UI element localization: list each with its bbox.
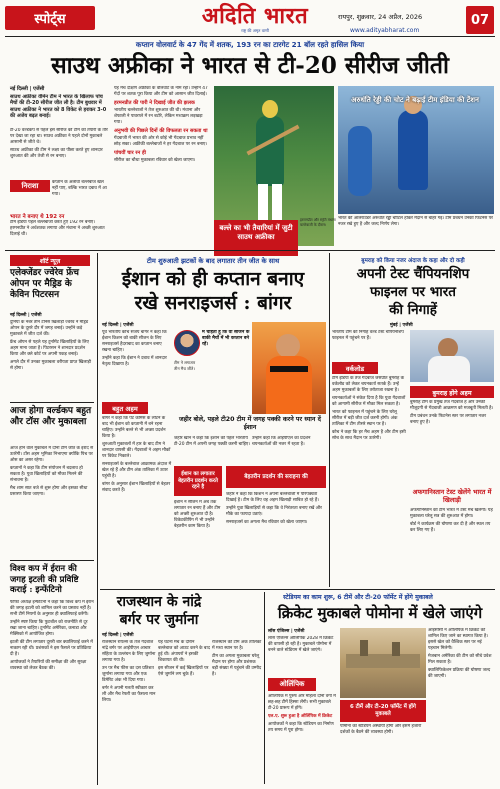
olympics-sub: एल.ए. शुरू हुआ है ओलिंपिक में क्रिकेट: [268, 714, 333, 719]
lead-col-head-3: पांचवीं चार रन ही: [114, 150, 146, 156]
lead-headline: साउथ अफ्रीका ने भारत से टी-20 सीरीज जीती: [51, 52, 449, 79]
left-divider-2: [10, 560, 94, 561]
wtc-photo: [410, 330, 494, 382]
wtc-body-col1b: टीम इंडिया के तेज गेंदबाज जसप्रीत बुमराह के वर्कलोड को लेकर चयनकर्ता सतर्क हैं। उन्हें अहम मुकाबलों के लिए तरोताजा रखना है। चयनकर्ताओं ने संकेत दिया है कि युवा गेंदबाजों को आगामी सीरीज में मौका मिल सकता है। भारत को फाइनल में पहुंचने के लिए घरेलू सीरीज में बड़ी जीत दर्ज करनी होगी। अंक तालिका में टीम तीसरे स्थान पर है। कोच ने कहा कि हर मैच अहम है और टीम इसी सोच के साथ मैदान पर उतरेगी।: [332, 376, 406, 441]
header-rule: [5, 36, 495, 37]
ipl-body-col1b: बांगर ने कहा कि पैट कमिंस के लौटने के बाद भी ईशान को कप्तानी में बने रहना चाहिए। उन्होंने बल्ले से भी अच्छा प्रदर्शन किया है। शुरुआती मुकाबलों में हार के बाद टीम ने शानदार वापसी की। गेंदबाजों ने अहम मौकों पर विकेट निकाले। सनराइजर्स के बल्लेबाज आक्रामक अंदाज में खेल रहे हैं और टीम अंक तालिका में ऊपर पहुंची है। बांगर के अनुसार ईशान खिलाड़ियों से बेहतर संवाद करते हैं।: [102, 416, 172, 493]
lead-inset-text: भारत की ऑलराउंडर अरुंधति रेड्डी चोटिल होकर मैदान से बाहर गईं। टीम प्रबंधन उनकी फिटनेस पर नजर रखे हुए है और जल्द निर्णय लेगा।: [338, 216, 493, 227]
rajasthan-body-2: यह घटना मैच के दौरान बल्लेबाज को आउट करने के बाद हुई थी। अंपायरों ने इसकी शिकायत की थी। इस सीजन में कई खिलाड़ियों पर ऐसे जुर्माने लग चुके हैं।: [158, 640, 210, 677]
mid-bottom-rule: [100, 589, 495, 590]
masthead: [180, 4, 330, 34]
section-banner: [5, 6, 95, 30]
olympics-photo: [340, 628, 426, 698]
left-story3-title: विश्व कप में ईरान की जगह इटली की प्रविष्टि कराई : इन्फेंटिनो: [10, 564, 79, 595]
lead-photo-caption: बल्ले का भी तैयारियां में जुटी साउथ अफ्रीका: [219, 223, 293, 241]
lead-bottom-rule: [5, 250, 495, 251]
lead-intro: साउथ अफ्रीका वीमेन टीम ने भारत के खिलाफ पांच मैचों की टी-20 सीरीज जीत ली है। टीम बुधवार में साउथ अफ्रीका ने भारत को 8 विकेट से हराकर 3-0 की अजेय बढ़त बनाई।: [10, 94, 107, 120]
rajasthan-dateline: नई दिल्ली | एजेंसी: [102, 633, 134, 638]
left-story1-title: एलेक्जेंडर ज्वेरेव फ्रेंच ओपन पर मैड्रिड के केविन पिटरसन: [10, 268, 79, 300]
rajasthan-headline-1: राजस्थान के नांद्रे: [116, 594, 202, 610]
left-kicker: [10, 255, 90, 266]
wtc-headline-2: फाइनल पर भारत: [370, 284, 456, 300]
page-number-label: 07: [470, 12, 490, 28]
olympics-body-3: पोमोना का स्टेडियम अस्थायी होगा और इसमें हजारों दर्शकों के बैठने की व्यवस्था होगी।: [340, 724, 422, 735]
lead-body-col2: यह मैच दक्षिण अफ्रीका के वोलवार्ट के नाम रहा। उन्होंने 47 गेंदों पर शतक पूरा किया और टीम को आसान जीत दिलाई। हरमनप्रीत की पारी ने दिखाई जीत की झलक भारतीय बल्लेबाजों ने तेज शुरुआत की थी। मंधाना और शेफाली ने पावरप्ले में रन बटोरे, लेकिन मध्यक्रम लड़खड़ा गया। अनुभवी की पिछले दिनों की विफलता रन सकता था गेंदबाजी में भारत की ओर से कोई भी गेंदबाज प्रभाव नहीं छोड़ सका। अफ्रीकी बल्लेबाजों ने हर गेंदबाज पर रन बनाए। पांचवीं चार रन ही सीरीज का चौथा मुकाबला रविवार को खेला जाएगा।: [114, 86, 210, 246]
ipl-dateline: नई दिल्ली | एजेंसी: [102, 323, 134, 328]
lead-body-col1b: कप्तान के अलावा बल्लेबाज खेल नहीं पाए, बल्कि भारत दबाव में आ गया।: [52, 180, 107, 197]
wtc-kicker: बुमराह को किया नजर अंदाज के कहा और दो कही: [361, 258, 465, 264]
lead-sub-nirasha-label: निराशा: [21, 181, 39, 190]
ipl-photo-caption: जहीर बोले, पहले टी20 टीम में जगह पक्की करने पर ध्यान दें ईशान: [179, 416, 321, 431]
ipl-body-col1: पूर्व भारतीय कोच संजय बांगर ने कहा कि ईशान किशन को बाकी सीजन के लिए सनराइजर्स हैदराबाद का कप्तान बनाए रखना चाहिए। उन्होंने कहा कि ईशान ने दबाव में शानदार नेतृत्व दिखाया है।: [102, 330, 167, 367]
lead-dateline: नई दिल्ली | एजेंसी: [10, 86, 45, 92]
rajasthan-body-1: राजस्थान रॉयल्स के तेज गेंदबाज नांद्रे बर्गर पर आईपीएल आचार संहिता के उल्लंघन के लिए जुर्माना लगाया गया है। उन पर मैच फीस का दस प्रतिशत जुर्माना लगाया गया और एक डिमेरिट अंक भी दिया गया। बर्गर ने अपनी गलती स्वीकार कर ली और मैच रेफरी का फैसला मान लिया।: [102, 640, 156, 703]
dateline: रायपुर, शुक्रवार, 24 अप्रैल, 2026: [338, 13, 423, 21]
rajasthan-body-3: राजस्थान की टीम अंक तालिका में मध्य स्थान पर है। टीम का अगला मुकाबला घरेलू मैदान पर होगा और प्रशंसक बड़ी संख्या में पहुंचने की उम्मीद है।: [212, 640, 262, 677]
rajasthan-vrule: [264, 592, 265, 784]
olympics-body-1: लॉस एंजिल्स ओलिंपिक 2028 में क्रिकेट की वापसी हो रही है। मुकाबले पोमोना में बनने वाले स्टेडियम में खेले जाएंगे।: [268, 636, 334, 653]
wtc-headline-3: की निगाहें: [389, 302, 437, 318]
ipl-box2-label: बेहतरीन प्रदर्शन की सराहना की: [244, 473, 308, 480]
ipl-headline-2: रखे सनराइजर्स : बांगर: [134, 292, 292, 314]
ipl-highlight-label: बहुत अहम: [112, 404, 138, 413]
wtc-tag-label: वर्कलोड: [345, 364, 365, 373]
left-col-vrule: [97, 253, 98, 785]
lead-sub-nirasha: [10, 180, 50, 192]
masthead-logo: अदिति भारत: [201, 3, 309, 29]
wtc-tag2-label: बुमराह होंगे अहम: [432, 389, 472, 397]
ipl-portrait: [174, 330, 200, 356]
lead-kicker: कप्तान वोलवार्ट के 47 गेंद में शतक, 193 रन का टारगेट 21 बॉल रहते हासिल किया: [135, 40, 365, 49]
wtc-dateline: मुंबई | एजेंसी: [390, 323, 413, 328]
olympics-body-2: ओलिंपिक में पुरुष और महिला दोनों वर्गों में छह-छह टीमें हिस्सा लेंगी। सभी मुकाबले टी-20 प्रारूप में होंगे। एल.ए. शुरू हुआ है ओलिंपिक में क्रिकेट आयोजकों ने कहा कि स्टेडियम का निर्माण तय समय में पूरा होगा।: [268, 694, 338, 784]
olympics-photo-caption: 6 टीमें और टी-20 फॉर्मेट में होंगे मुकाबले: [350, 704, 416, 717]
left-kicker-label: शॉर्ट न्यूज़: [39, 257, 61, 265]
wtc-body-col2b: अफगानिस्तान की टीम भारत में टेस्ट मैच खेलेगी। यह मुकाबला घरेलू सत्र की शुरुआत में होगा। बोर्ड ने कार्यक्रम की घोषणा कर दी है और स्थल तय कर लिए गए हैं।: [410, 508, 493, 533]
wtc-headline-1: अपनी टेस्ट चैंपियनशिप: [356, 266, 470, 282]
left-divider-1: [10, 402, 94, 403]
lead-col-head: हरमनप्रीत की पारी ने दिखाई जीत की झलक: [114, 100, 195, 106]
ipl-box1-label: ईशान का लगातार बेहतरीन प्रदर्शन करते रहने है: [178, 471, 218, 491]
ipl-box2: [226, 466, 326, 488]
ipl-body-col3: जहीर खान ने कहा कि ईशान को पहले भारतीय टी-20 टीम में अपनी जगह पक्की करनी चाहिए।: [174, 436, 250, 447]
wtc-body-col2: बुमराह टीम के प्रमुख तेज गेंदबाज हैं और उनकी मौजूदगी से गेंदबाजी आक्रमण को मजबूती मिलती है। टीम प्रबंधन उनके फिटनेस स्तर पर लगातार नजर बनाए हुए है।: [410, 400, 494, 425]
olympics-dateline: लॉस एंजिल्स | एजेंसी: [268, 629, 305, 634]
ipl-right-vrule: [329, 253, 330, 587]
ipl-box1-body: ईशान ने सीजन में अब तक लगातार रन बनाए हैं और टीम को अच्छी शुरुआत दी है। विकेटकीपिंग में भी उन्होंने बेहतरीन काम किया है।: [174, 500, 221, 529]
lead-body-under-photo: [300, 218, 336, 248]
section-label: स्पोर्ट्स: [34, 12, 66, 27]
ipl-quote: मैं चाहता हूं कि वो सीजन के बाकी मैचों में भी कप्तान बने रहें।: [202, 330, 250, 347]
website-link[interactable]: www.adityabharat.com: [350, 27, 420, 34]
lead-inset-photo: [338, 86, 494, 214]
olympics-tag-label: ओलिंपिक: [279, 680, 305, 688]
lead-body-col1a: टी-20 वर्ल्डकप से पहले इस सीरीज को टीम की तैयारी के तौर पर देखा जा रहा था। साउथ अफ्रीका ने पहले दोनों मुकाबले आसानी से जीते थे। साउथ अफ्रीका की टीम ने लक्ष्य का पीछा करते हुए शानदार शुरुआत की और तेजी से रन बनाए।: [10, 128, 108, 159]
olympics-headline: क्रिकेट मुकाबले पोमोना में खेले जाएंगे: [277, 604, 483, 622]
olympics-kicker: स्टेडियम का काम शुरू, 6 टीमें और टी-20 फॉर्मेट में होंगे मुकाबले: [283, 594, 433, 601]
ipl-body-col4: उन्होंने कहा कि आईपीएल का प्रदर्शन चयनकर्ताओं की नजर में रहता है।: [252, 436, 311, 447]
left-story1-body: दुनिया के नंबर तीन टेनिस खिलाड़ी ज्वेरेव ने मैड्रिड ओपन के दूसरे दौर में जगह बनाई। उन्होंने कड़े मुकाबले में जीत दर्ज की। फ्रेंच ओपन से पहले यह टूर्नामेंट खिलाड़ियों के लिए अहम माना जाता है। पिटरसन ने शानदार प्रदर्शन किया और क्ले कोर्ट पर अपनी पकड़ बनाई। अगले दौर में उनका मुकाबला वरीयता प्राप्त खिलाड़ी से होगा।: [10, 320, 91, 371]
ipl-headline-1: ईशान को ही कप्तान बनाए: [121, 268, 305, 290]
page-number: [466, 6, 494, 34]
left-story2-body: आज होने वाले मुकाबले में दोनों टीमें जीत के इरादे से उतरेंगी। टॉस अहम भूमिका निभाएगा क्योंकि पिच पर ओस का असर रहेगा। कप्तानों ने कहा कि टीम संयोजन में बदलाव हो सकता है। युवा खिलाड़ियों को मौका मिलने की संभावना है। मैच शाम सात बजे से शुरू होगा और इसका सीधा प्रसारण किया जाएगा।: [10, 446, 94, 497]
ipl-photo: [252, 322, 326, 414]
masthead-tagline: राष्ट्र की अमृत वाणी: [241, 28, 269, 33]
wtc-tag2: [410, 386, 494, 398]
ipl-box1: [174, 466, 222, 496]
olympics-photo-caption-box: [340, 700, 426, 722]
wtc-body-col1: भारतीय टीम की निगाहें वर्ल्ड टेस्ट चैंपियनशिप फाइनल में पहुंचने पर हैं।: [332, 330, 404, 341]
wtc-tag: [332, 362, 378, 374]
ipl-kicker: टीम शुरुआती झटकों के बाद लगातार तीन जीत के साथ: [146, 257, 280, 265]
lead-body-col1c: टीम इंडिया पहले बल्लेबाजी करते हुए 192 रन बनाए। हरमनप्रीत ने अर्धशतक लगाया और मंधाना ने अच्छी शुरुआत दिलाई थी।: [10, 220, 105, 237]
rajasthan-headline-2: बर्गर पर जुर्माना: [119, 612, 199, 628]
lead-photo-credit: हरमनप्रीत और स्मृति मंधाना बल्लेबाजी के दौरान।: [300, 218, 336, 227]
lead-col-head-2: अनुभवी की पिछले दिनों की विफलता रन सकता था: [114, 128, 208, 134]
olympics-body-4: आईसीसी ने ओलिंपिक में क्रिकेट को शामिल किए जाने का स्वागत किया है। इससे खेल को वैश्विक स्तर पर नई पहचान मिलेगी। मेजबान अमेरिका की टीम को सीधे प्रवेश मिल सकता है। क्वालिफिकेशन प्रक्रिया की घोषणा जल्द की जाएगी।: [428, 628, 492, 679]
lead-sub-192: भारत ने बनाए थे 192 रन: [10, 214, 65, 220]
ipl-box2-body: जहीर ने कहा कि किशन ने अपनी बल्लेबाजी में परिपक्वता दिखाई है। टीम के लिए वह अहम खिलाड़ी साबित हो रहे हैं। उन्होंने युवा खिलाड़ियों से कहा कि वे निरंतरता बनाए रखें और मौके का फायदा उठाएं। सनराइजर्स का अगला मैच रविवार को खेला जाएगा।: [226, 492, 322, 525]
left-story2-title: आज होगा वर्ल्डकप बहुत और टॉस और मुकाबला: [10, 406, 92, 427]
left-story1-dateline: नई दिल्ली | एजेंसी: [10, 313, 42, 318]
ipl-highlight-tag: [102, 402, 148, 414]
ipl-body-col2: टीम ने लगातार तीन मैच जीते।: [174, 360, 196, 371]
lead-inset-caption: अरुधंति रेड्डी की चोट ने बढ़ाई टीम इंडिया की टेंशन: [351, 96, 479, 104]
olympics-tag: [268, 678, 316, 691]
left-story3-body: फीफा अध्यक्ष इन्फेंटिनो ने कहा कि विश्व कप में ईरान की जगह इटली को शामिल करने का प्रस्ताव नहीं है। सभी टीमें नियमों के अनुसार ही क्वालिफाई करेंगी। उन्होंने स्पष्ट किया कि फुटबॉल को राजनीति से दूर रखा जाना चाहिए। टूर्नामेंट अमेरिका, कनाडा और मेक्सिको में आयोजित होगा। इटली की टीम लगातार दूसरी बार क्वालिफाई करने में नाकाम रही थी। प्रशंसकों ने इस फैसले पर प्रतिक्रिया दी है। आयोजकों ने तैयारियों की समीक्षा की और सुरक्षा व्यवस्था को लेकर बैठक की।: [10, 600, 94, 671]
wtc-sub: अफगानिस्तान टेस्ट खेलेंगे भारत में खिलाड़ी: [412, 488, 492, 504]
